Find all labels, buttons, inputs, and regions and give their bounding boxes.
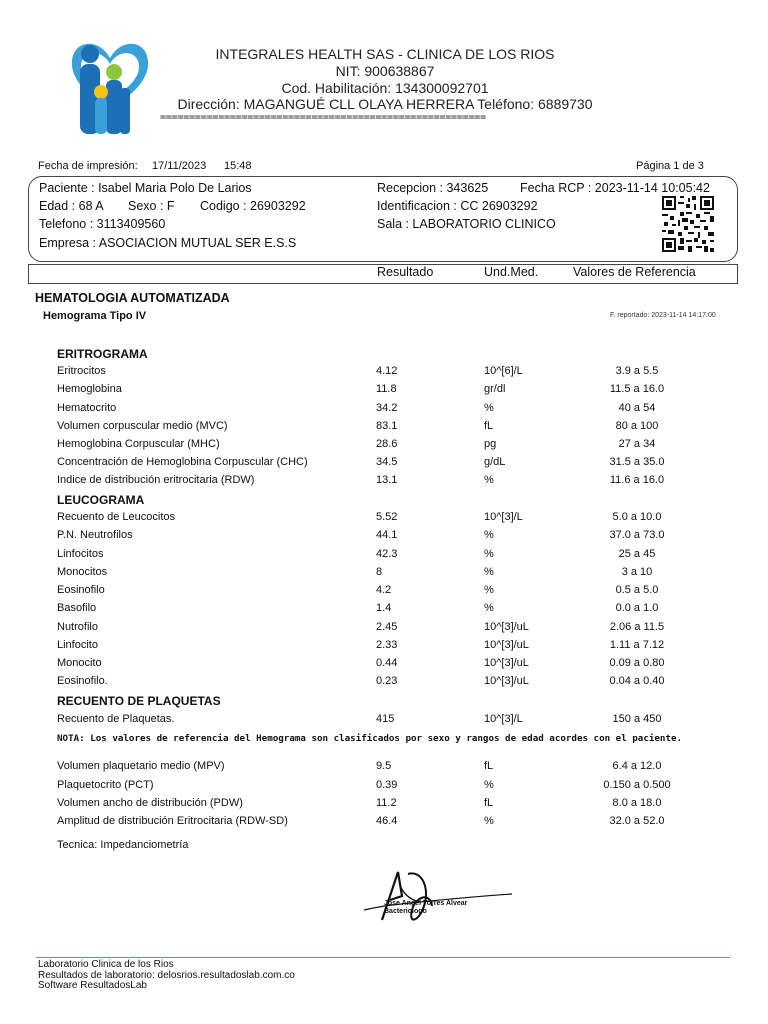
table-row [0,797,768,815]
test-value: 0.44 [376,657,398,669]
test-reference: 0.04 a 0.40 [609,675,665,687]
print-date: 17/11/2023 [152,160,207,172]
table-row [0,675,768,693]
test-name: Plaquetocrito (PCT) [57,779,154,791]
test-unit: % [484,529,494,541]
clinic-habilitacion: Cod. Habilitación: 134300092701 [281,80,489,96]
test-value: 1.4 [376,602,392,614]
test-reference: 27 a 34 [618,438,656,450]
group-leucograma: LEUCOGRAMA [57,493,145,507]
table-row [0,621,768,639]
column-reference: Valores de Referencia [573,265,696,279]
table-row [0,713,768,731]
test-name: Indice de distribución eritrocitaria (RDW) [57,474,255,486]
test-unit: 10^[3]/uL [484,639,529,651]
test-reference: 1.11 a 7.12 [609,639,665,651]
test-name: Amplitud de distribución Eritrocitaria (RDW-SD) [57,815,288,827]
footer-divider [36,957,730,958]
table-row [0,474,768,492]
test-unit: 10^[3]/uL [484,621,529,633]
test-unit: fL [484,420,494,432]
test-reference: 150 a 450 [612,713,662,725]
test-reference: 37.0 a 73.0 [609,529,665,541]
test-unit: % [484,474,494,486]
subsection-title: Hemograma Tipo IV [43,310,147,322]
lab-room: Sala : LABORATORIO CLINICO [377,217,556,231]
signature-graphic [360,866,520,930]
table-row [0,529,768,547]
test-reference: 6.4 a 12.0 [612,760,662,772]
test-unit: fL [484,760,494,772]
test-value: 11.8 [376,383,397,395]
test-name: Hemoglobina Corpuscular (MHC) [57,438,220,450]
test-name: Recuento de Leucocitos [57,511,176,523]
table-row [0,456,768,474]
table-row [0,566,768,584]
test-reference: 3 a 10 [621,566,653,578]
test-value: 34.5 [376,456,398,468]
table-row [0,779,768,797]
test-value: 46.4 [376,815,398,827]
test-unit: pg [484,438,497,450]
test-name: Volumen ancho de distribución (PDW) [57,797,243,809]
test-unit: % [484,548,494,560]
table-row [0,438,768,456]
table-row [0,602,768,620]
test-name: Volumen corpuscular medio (MVC) [57,420,228,432]
patient-identification: Identificacion : CC 26903292 [377,199,538,213]
test-reference: 40 a 54 [618,402,656,414]
test-name: Linfocito [57,639,98,651]
section-title: HEMATOLOGIA AUTOMATIZADA [35,291,230,305]
test-unit: 10^[3]/L [484,713,523,725]
test-name: Eosinofilo. [57,675,108,687]
reported-date: F. reportado: 2023-11-14 14:17:00 [610,312,716,319]
test-reference: 5.0 a 10.0 [612,511,662,523]
test-name: Eosinofilo [57,584,105,596]
column-unit: Und.Med. [484,265,539,279]
test-value: 83.1 [376,420,398,432]
page-number: Página 1 de 3 [636,160,704,172]
column-result: Resultado [377,265,434,279]
table-row [0,383,768,401]
test-value: 13.1 [376,474,398,486]
test-value: 415 [376,713,395,725]
test-value: 44.1 [376,529,398,541]
test-value: 28.6 [376,438,398,450]
print-date-label: Fecha de impresión: [38,160,138,172]
test-reference: 0.09 a 0.80 [609,657,665,669]
test-value: 0.23 [376,675,398,687]
test-reference: 11.5 a 16.0 [609,383,665,395]
group-eritrograma: ERITROGRAMA [57,347,148,361]
test-value: 4.12 [376,365,398,377]
test-unit: 10^[3]/uL [484,675,529,687]
test-name: Basofilo [57,602,97,614]
patient-name: Paciente : Isabel Maria Polo De Larios [39,181,252,195]
footer-software: Software ResultadosLab [38,980,147,991]
test-name: Hematocrito [57,402,117,414]
test-name: Hemoglobina [57,383,122,395]
patient-code: Codigo : 26903292 [200,199,306,213]
header-separator: ======================================================== [160,112,486,123]
test-reference: 8.0 a 18.0 [612,797,662,809]
test-reference: 3.9 a 5.5 [615,365,659,377]
test-reference: 11.6 a 16.0 [609,474,665,486]
test-unit: 10^[6]/L [484,365,523,377]
test-value: 34.2 [376,402,398,414]
test-name: Linfocitos [57,548,104,560]
table-row [0,420,768,438]
test-unit: gr/dl [484,383,506,395]
reference-note: NOTA: Los valores de referencia del Hemograma son clasificados por sexo y rangos de edad acordes con el paciente. [57,733,683,744]
group-plaquetas: RECUENTO DE PLAQUETAS [57,694,221,708]
test-reference: 0.150 a 0.500 [603,779,671,791]
print-time: 15:48 [224,160,252,172]
table-row [0,639,768,657]
test-value: 9.5 [376,760,392,772]
test-name: Concentración de Hemoglobina Corpuscular (CHC) [57,456,308,468]
patient-company: Empresa : ASOCIACION MUTUAL SER E.S.S [39,236,297,250]
test-value: 5.52 [376,511,398,523]
test-value: 11.2 [376,797,397,809]
clinic-name: INTEGRALES HEALTH SAS - CLINICA DE LOS RIOS [215,46,555,62]
table-row [0,511,768,529]
signer-name: Jose Angel Torres Alvear [384,900,468,907]
test-unit: % [484,566,494,578]
test-value: 2.45 [376,621,398,633]
test-unit: % [484,584,494,596]
test-unit: fL [484,797,494,809]
test-unit: 10^[3]/uL [484,657,529,669]
test-reference: 25 a 45 [618,548,656,560]
footer-results-url: Resultados de laboratorio: delosrios.resultadoslab.com.co [38,969,295,981]
patient-sex: Sexo : F [128,199,175,213]
test-reference: 0.5 a 5.0 [615,584,659,596]
test-value: 4.2 [376,584,392,596]
technique: Tecnica: Impedanciometría [57,839,189,851]
reception-date: Fecha RCP : 2023-11-14 10:05:42 [520,181,710,195]
patient-age: Edad : 68 A [39,199,104,213]
table-row [0,365,768,383]
test-unit: 10^[3]/L [484,511,523,523]
test-reference: 80 a 100 [615,420,659,432]
table-row [0,584,768,602]
signer-title: Bacteriologo [384,908,427,915]
test-unit: % [484,779,494,791]
test-unit: g/dL [484,456,506,468]
footer-lab-name: Laboratorio Clinica de los Rios [38,959,174,970]
footer [38,960,295,992]
test-name: Monocito [57,657,102,669]
test-reference: 31.5 a 35.0 [609,456,665,468]
test-name: Nutrofilo [57,621,98,633]
test-value: 2.33 [376,639,398,651]
test-reference: 0.0 a 1.0 [615,602,659,614]
test-reference: 2.06 a 11.5 [609,621,665,633]
test-unit: % [484,402,494,414]
reception-number: Recepcion : 343625 [377,181,489,195]
qr-code-icon [662,196,714,252]
test-name: Eritrocitos [57,365,106,377]
clinic-logo [68,36,152,136]
table-row [0,815,768,833]
clinic-direccion: Dirección: MAGANGUÉ CLL OLAYA HERRERA Teléfono: 6889730 [177,96,593,112]
test-name: Monocitos [57,566,108,578]
test-value: 42.3 [376,548,398,560]
test-unit: % [484,815,494,827]
table-row [0,402,768,420]
table-row [0,760,768,778]
test-unit: % [484,602,494,614]
table-row [0,548,768,566]
clinic-nit: NIT: 900638867 [335,63,435,79]
test-name: Recuento de Plaquetas. [57,713,175,725]
test-name: Volumen plaquetario medio (MPV) [57,760,225,772]
table-row [0,657,768,675]
test-value: 8 [376,566,383,578]
test-reference: 32.0 a 52.0 [609,815,665,827]
test-value: 0.39 [376,779,398,791]
test-name: P.N. Neutrofilos [57,529,133,541]
patient-phone: Telefono : 3113409560 [39,217,166,231]
